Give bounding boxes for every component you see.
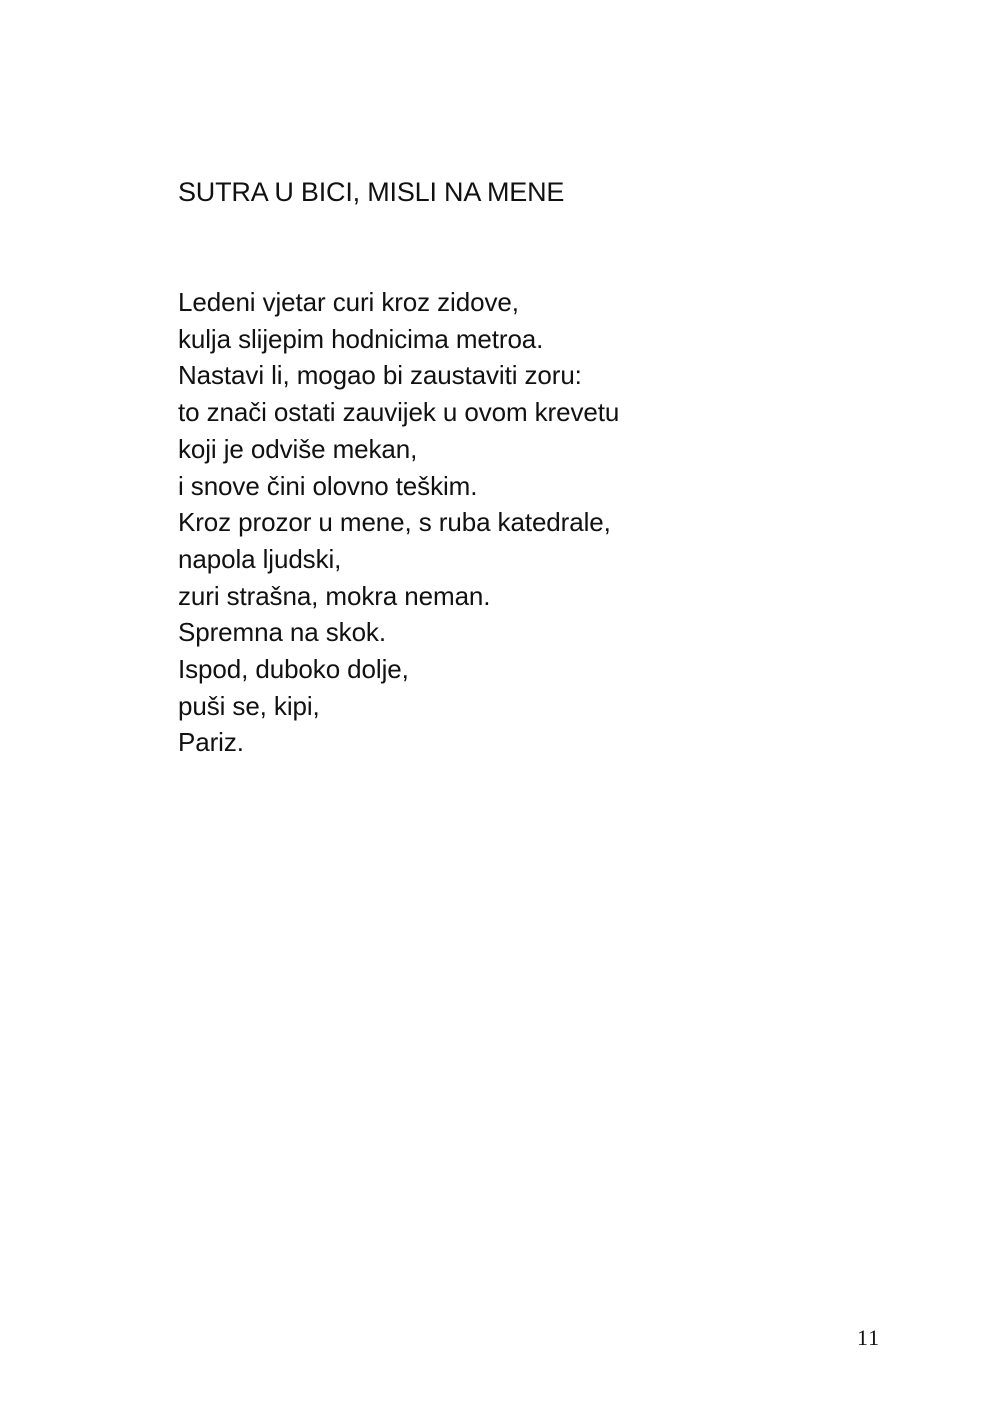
poem-line: Nastavi li, mogao bi zaustaviti zoru:: [178, 360, 582, 391]
poem-line: zuri strašna, mokra neman.: [178, 580, 491, 611]
poem-line: Kroz prozor u mene, s ruba katedrale,: [178, 507, 611, 538]
poem-title: SUTRA U BICI, MISLI NA MENE: [178, 177, 565, 207]
poem-line: napola ljudski,: [178, 543, 342, 574]
poem-line: kulja slijepim hodnicima metroa.: [178, 323, 544, 354]
page-number: 11: [857, 1325, 881, 1350]
poem-line: Ispod, duboko dolje,: [178, 654, 409, 685]
poem-line: koji je odviše mekan,: [178, 433, 418, 464]
poem-line: Ledeni vjetar curi kroz zidove,: [178, 287, 519, 317]
poem-line: to znači ostati zauvijek u ovom krevetu: [178, 397, 620, 428]
poem-line: Spremna na skok.: [178, 617, 386, 648]
poem-line: Pariz.: [178, 727, 244, 758]
poem-line: puši se, kipi,: [178, 690, 320, 721]
poem-body: [178, 284, 619, 761]
poem-line: i snove čini olovno teškim.: [178, 470, 478, 501]
